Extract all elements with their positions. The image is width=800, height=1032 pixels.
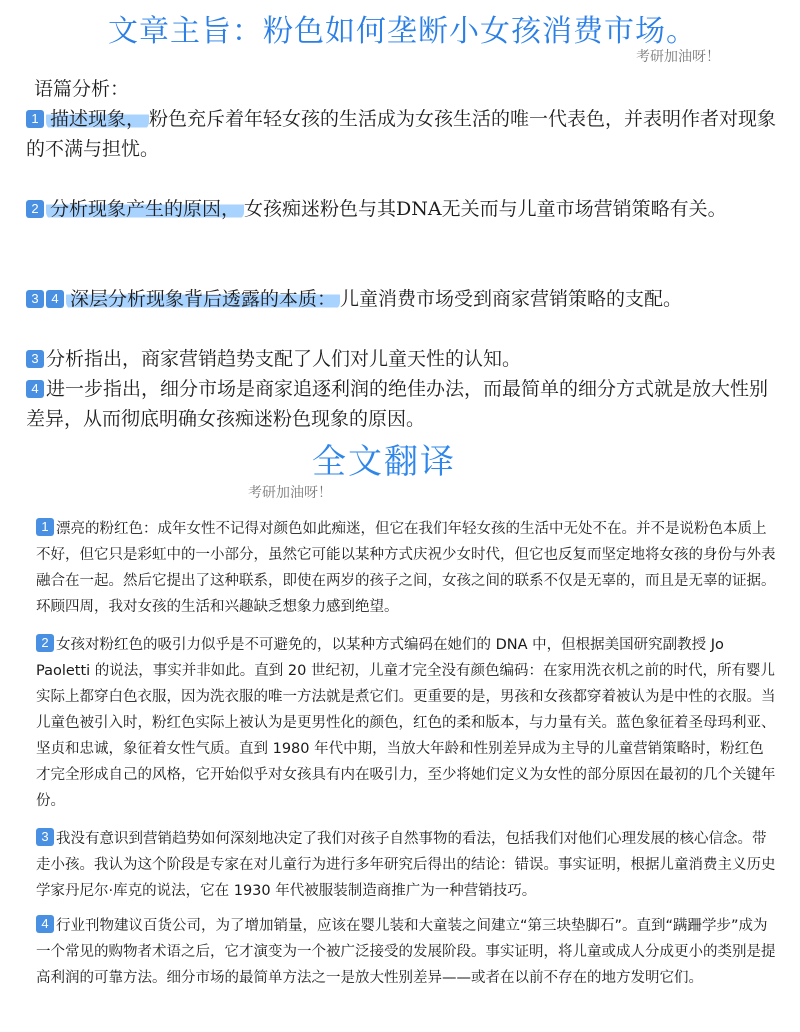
number-badge: 2 bbox=[36, 634, 54, 652]
watermark-middle: 考研加油呀！ bbox=[248, 484, 332, 500]
number-badge: 4 bbox=[46, 290, 64, 308]
paragraph-text: 行业刊物建议百货公司，为了增加销量，应该在婴儿装和大童装之间建立“第三块垫脚石”。直到“蹒跚学步”成为一个常见的购物者术语之后，它才演变为一个被广泛接受的发展阶段。事实证明，将儿童或成人分成更小的类别是提高利润的可靠方法。细分市场的最简单方法之一是放大性别差异——或者在以前不存在的地方发明它们。 bbox=[36, 918, 776, 986]
translation-paragraph-1 bbox=[36, 516, 776, 620]
paragraph-text: 粉色充斥着年轻女孩的生活成为女孩生活的唯一代表色，并表明作者对现象的不满与担忧。 bbox=[26, 108, 777, 160]
number-badge: 1 bbox=[26, 110, 44, 128]
analysis-paragraph-3a bbox=[26, 344, 786, 374]
highlighted-label: 深层分析现象背后透露的本质： bbox=[66, 288, 340, 310]
translation-paragraph-3 bbox=[36, 826, 776, 904]
translation-paragraph-2 bbox=[36, 632, 776, 814]
paragraph-text: 女孩痴迷粉色与其DNA无关而与儿童市场营销策略有关。 bbox=[244, 198, 727, 220]
highlighted-label: 描述现象， bbox=[46, 108, 149, 130]
analysis-paragraph-1 bbox=[26, 104, 786, 164]
main-idea-title: 文章主旨：粉色如何垄断小女孩消费市场。 bbox=[108, 14, 697, 49]
analysis-paragraph-3 bbox=[26, 284, 786, 314]
analysis-heading: 语篇分析： bbox=[34, 78, 130, 100]
paragraph-text: 儿童消费市场受到商家营销策略的支配。 bbox=[340, 288, 683, 310]
paragraph-text: 进一步指出，细分市场是商家追逐利润的绝佳办法，而最简单的细分方式就是放大性别差异，从而彻底明确女孩痴迷粉色现象的原因。 bbox=[26, 378, 769, 430]
analysis-paragraph-2 bbox=[26, 194, 786, 224]
paragraph-text: 分析指出，商家营销趋势支配了人们对儿童天性的认知。 bbox=[46, 348, 522, 370]
analysis-paragraph-3b bbox=[26, 374, 786, 434]
number-badge: 1 bbox=[36, 518, 54, 536]
number-badge: 2 bbox=[26, 200, 44, 218]
paragraph-text: 女孩对粉红色的吸引力似乎是不可避免的，以某种方式编码在她们的 DNA 中，但根据美国研究副教授 Jo Paoletti 的说法，事实并非如此。直到 20 世纪初，儿童才完全没有颜色编码：在家用洗衣机之前的时代，所有婴儿实际上都穿白色衣服，因为洗衣服的唯一方法就是煮它们。更重要的是，男孩和女孩都穿着被认为是中性的衣服。当儿童色被引入时，粉红色实际上被认为是更男性化的颜色，红色的柔和版本，与力量有关。蓝色象征着圣母玛利亚、坚贞和忠诚，象征着女性气质。直到 1980 年代中期，当放大年龄和性别差异成为主导的儿童营销策略时，粉红色才完全形成自己的风格，它开始似乎对女孩具有内在吸引力，至少将她们定义为女性的部分原因在最初的几个关键年份。 bbox=[36, 637, 776, 809]
number-badge: 3 bbox=[26, 290, 44, 308]
watermark-top: 考研加油呀！ bbox=[636, 48, 720, 64]
translation-title: 全文翻译 bbox=[312, 442, 456, 482]
number-badge: 3 bbox=[36, 828, 54, 846]
number-badge: 4 bbox=[36, 915, 54, 933]
paragraph-text: 漂亮的粉红色：成年女性不记得对颜色如此痴迷，但它在我们年轻女孩的生活中无处不在。并不是说粉色本质上不好，但它只是彩虹中的一小部分，虽然它可能以某种方式庆祝少女时代，但它也反复而坚定地将女孩的身份与外表融合在一起。然后它提出了这种联系，即使在两岁的孩子之间，女孩之间的联系不仅是无辜的，而且是无辜的证据。环顾四周，我对女孩的生活和兴趣缺乏想象力感到绝望。 bbox=[36, 521, 776, 615]
number-badge: 3 bbox=[26, 350, 44, 368]
translation-paragraph-4 bbox=[36, 913, 776, 991]
paragraph-text: 我没有意识到营销趋势如何深刻地决定了我们对孩子自然事物的看法，包括我们对他们心理发展的核心信念。带走小孩。我认为这个阶段是专家在对儿童行为进行多年研究后得出的结论：错误。事实证明，根据儿童消费主义历史学家丹尼尔·库克的说法，它在 1930 年代被服装制造商推广为一种营销技巧。 bbox=[36, 831, 776, 899]
highlighted-label: 分析现象产生的原因， bbox=[46, 198, 244, 220]
number-badge: 4 bbox=[26, 380, 44, 398]
